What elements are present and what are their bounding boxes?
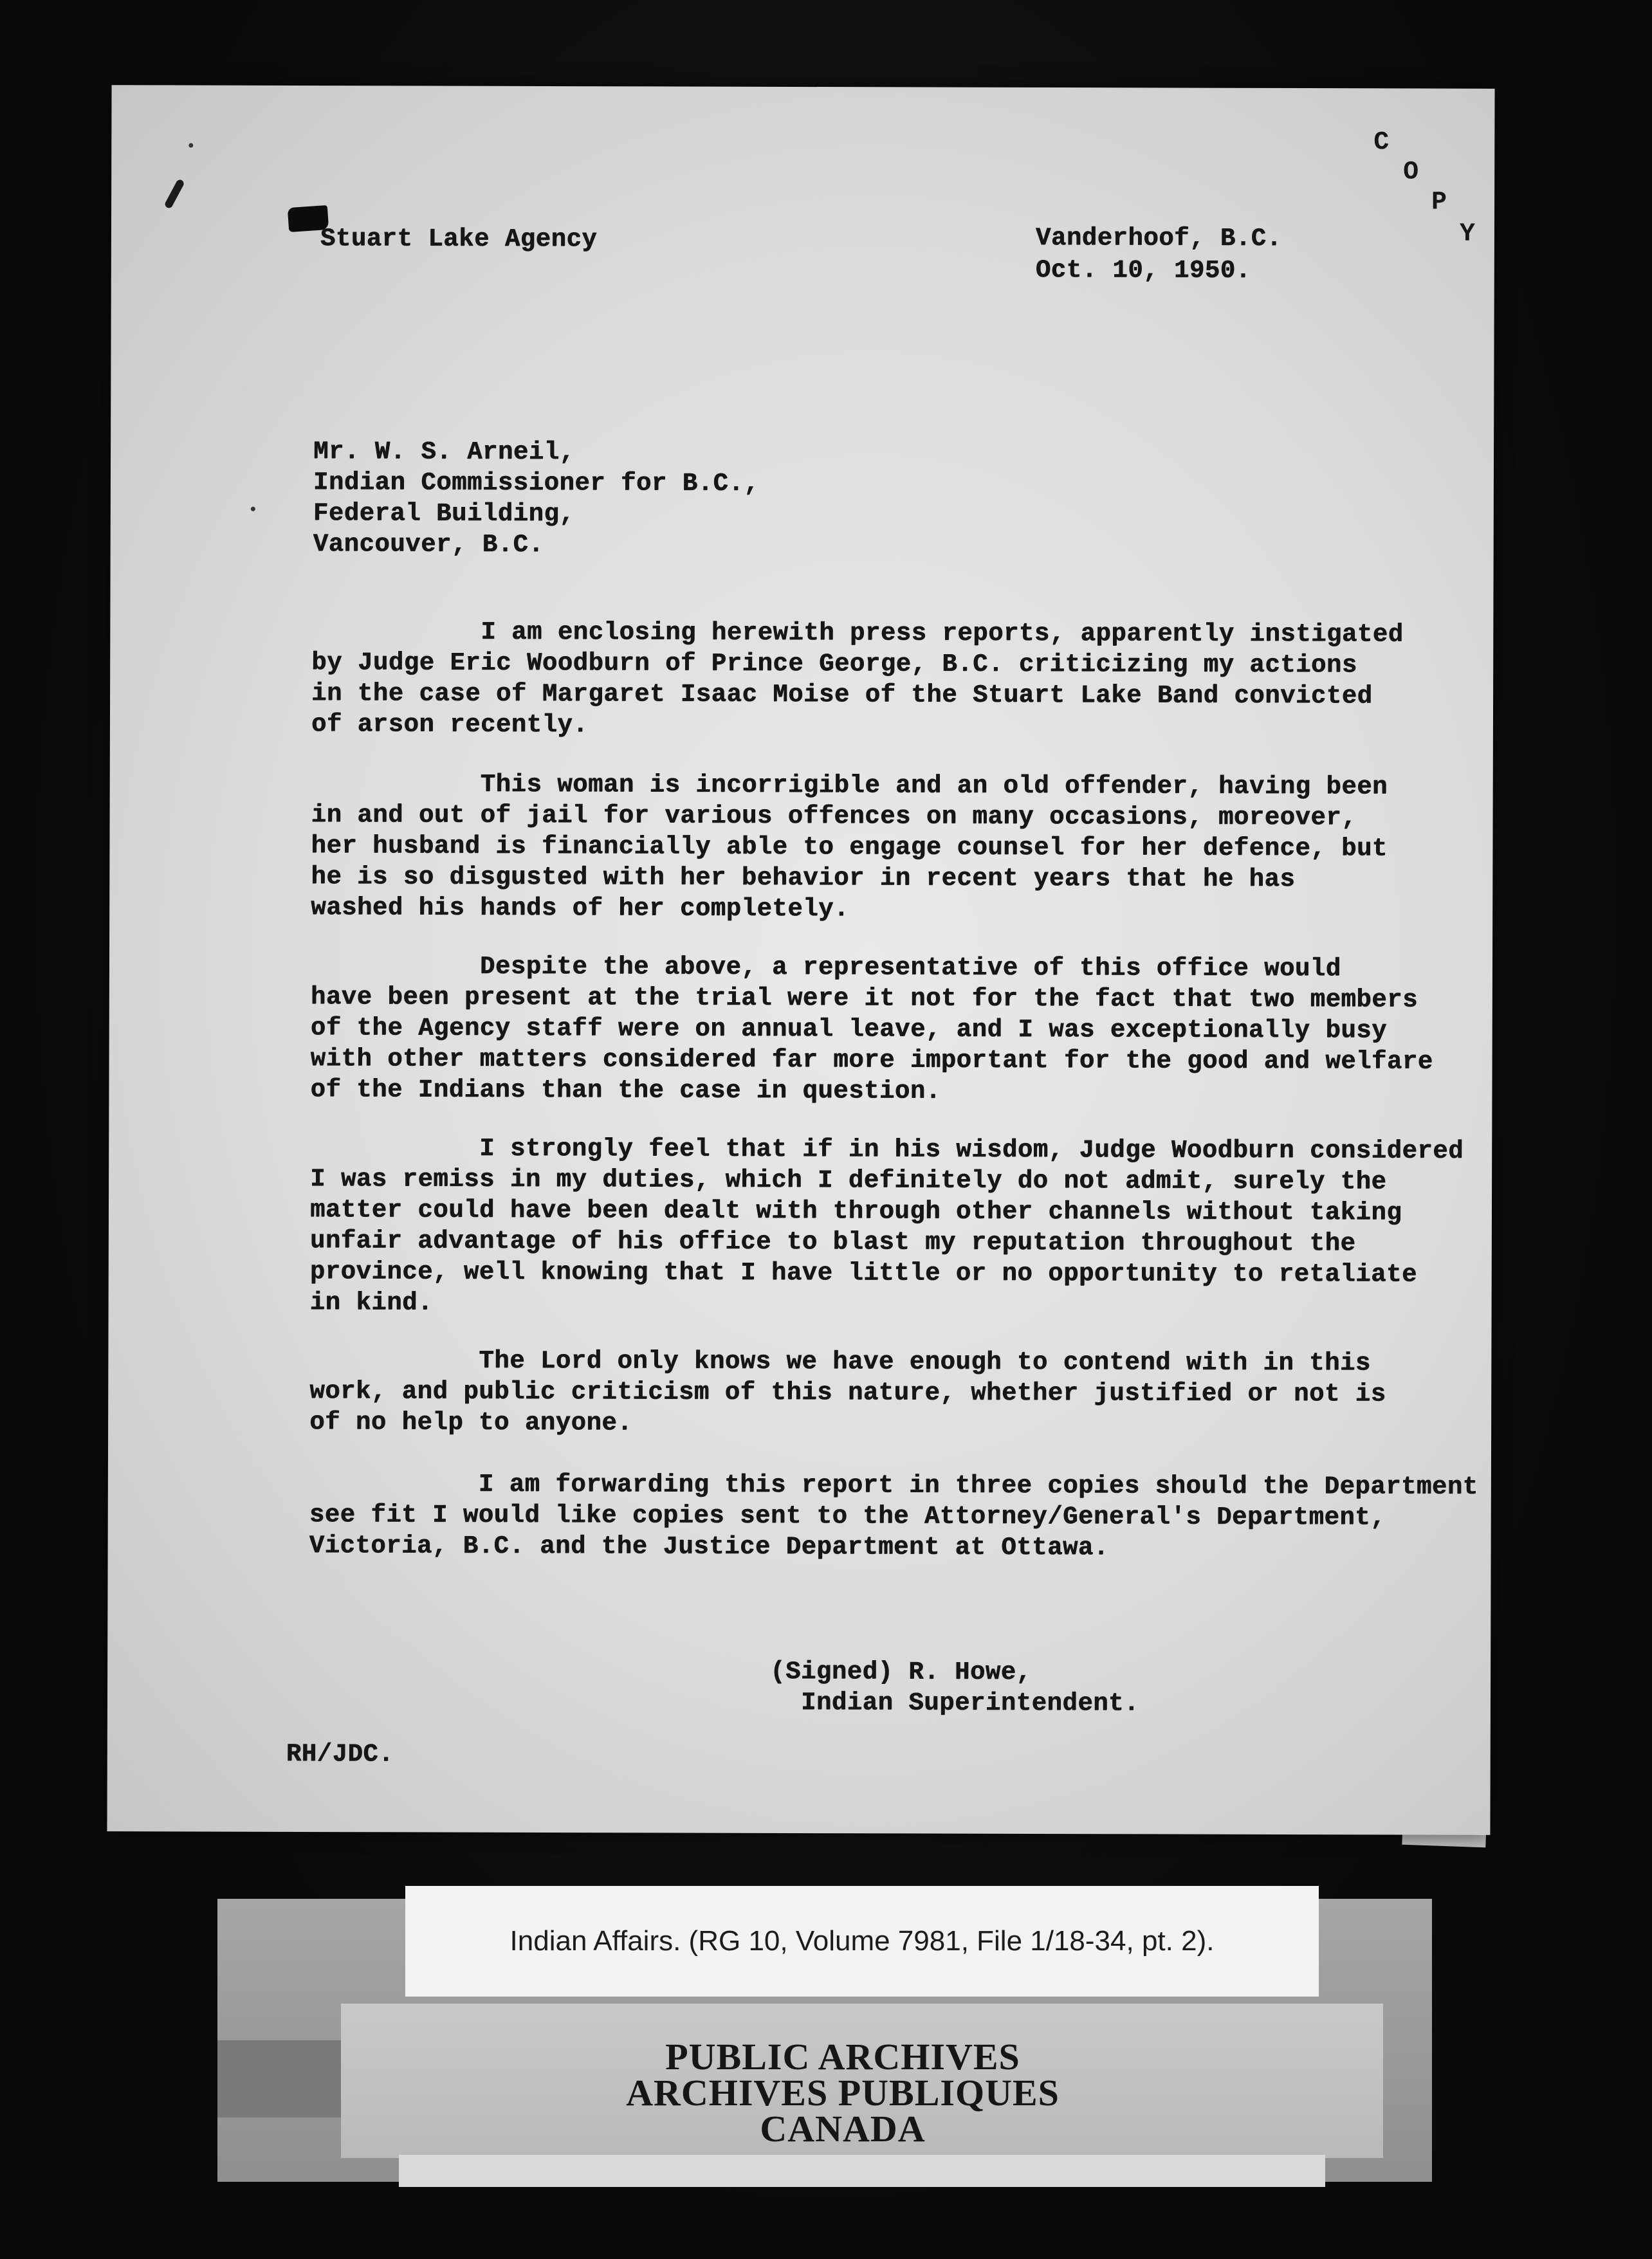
signer-title: Indian Superintendent. [800,1688,1139,1718]
copy-mark-o: O [1403,158,1419,187]
recipient-line: Vancouver, B.C. [313,530,544,559]
signature: (Signed) R. Howe, [770,1657,1032,1687]
recipient-line: Federal Building, [313,499,575,529]
body-paragraph: I strongly feel that if in his wisdom, Judge Woodburn considered I was remiss in my duties, which I definitely do not admit, surely the matter could have been dealt with through other channels without taking unfair advantage of his office to blast my reputation throughout the province, well knowing that I have little or no opportunity to retaliate in kind. [309,1134,1464,1317]
archives-stamp [598,2036,1087,2150]
body-paragraph: This woman is incorrigible and an old offender, having been in and out of jail for various offences on many occasions, moreover, her husband is financially able to engage counsel for her defence, but he is so disgusted with her behavior in recent years that he has washed his hands of her completely. [311,770,1388,924]
stamp-line: PUBLIC ARCHIVES [665,2036,1020,2078]
ink-mark [164,178,185,209]
stamp-line: CANADA [760,2108,926,2150]
copy-mark-y: Y [1459,219,1476,249]
bottom-strip [399,2155,1325,2187]
label-notch [217,2040,346,2117]
body-paragraph: I am enclosing herewith press reports, apparently instigated by Judge Eric Woodburn of Prince George, B.C. criticizing my actions in the case of Margaret Isaac Moise of the Stuart Lake Band convicted of arson recently. [311,617,1404,740]
agency-heading: Stuart Lake Agency [320,224,598,254]
body-paragraph: I am forwarding this report in three copies should the Department see fit I would like copies sent to the Attorney/General's Department, Victoria, B.C. and the Justice Department at Ottawa. [309,1470,1478,1562]
speck [251,507,255,511]
body-paragraph: The Lord only knows we have enough to contend with in this work, and public criticism of this nature, whether justified or not is of no help to anyone. [309,1346,1386,1438]
letter-date: Oct. 10, 1950. [1035,255,1251,285]
copy-mark-c: C [1373,128,1390,158]
reference-initials: RH/JDC. [286,1739,394,1769]
letter-sheet [107,85,1494,1835]
stamp-line: ARCHIVES PUBLIQUES [626,2072,1060,2114]
speck [188,143,193,148]
copy-mark-p: P [1431,188,1447,217]
citation-strip [405,1886,1319,1997]
recipient-line: Mr. W. S. Arneil, [313,437,575,467]
body-paragraph: Despite the above, a representative of this office would have been present at the trial were it not for the fact that two members of the Agency staff were on annual leave, and I was exceptionally busy with other matters considered far more important for the good and welfare of the Indians than the case in question. [310,952,1433,1106]
recipient-line: Indian Commissioner for B.C., [313,468,760,498]
letter-place: Vanderhoof, B.C. [1035,223,1282,253]
recipient-block [313,436,760,561]
archive-citation: Indian Affairs. (RG 10, Volume 7981, File 1/18-34, pt. 2). [509,1925,1215,1957]
